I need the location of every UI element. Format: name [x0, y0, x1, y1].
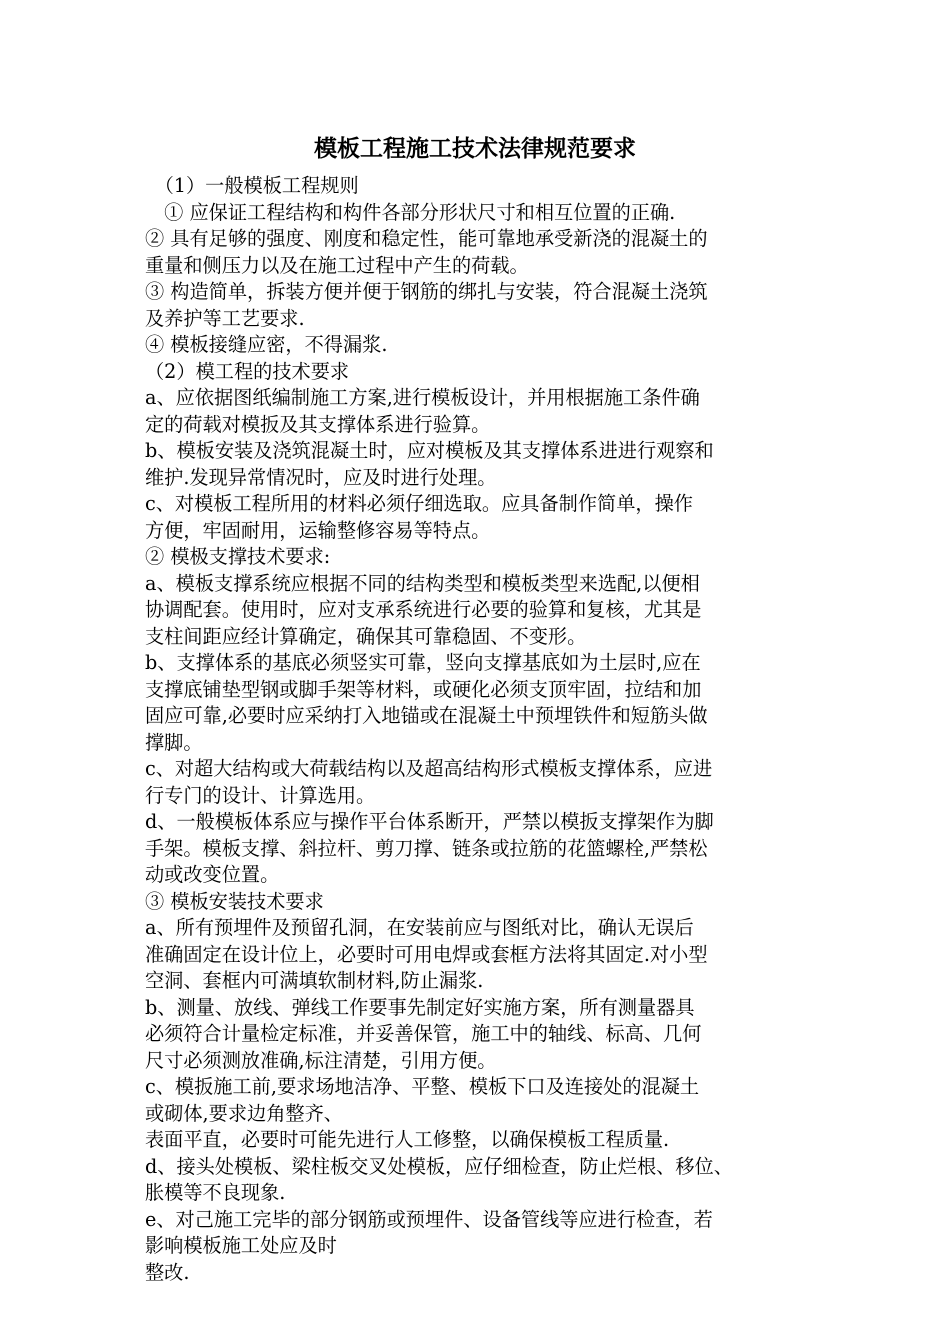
text-line: ③ 模板安装技术要求: [145, 889, 324, 913]
text-line: 撑脚。: [145, 730, 203, 754]
text-line: 重量和侧压力以及在施工过程中产生的荷载。: [145, 253, 529, 277]
text-line: b、模板安装及浇筑混凝土时，应对模板及其支撑体系进进行观察和: [145, 439, 714, 462]
text-line: 维护.发现异常情况时，应及时进行处理。: [145, 465, 497, 489]
text-line: 手架。模板支撑、斜拉杆、剪刀撑、链条或拉筋的花篮螺栓,严禁松: [145, 836, 708, 860]
text-line: 整改.: [145, 1260, 190, 1284]
text-line: 准确固定在设计位上，必要时可用电焊或套框方法将其固定.对小型: [145, 942, 708, 966]
text-line: b、支撑体系的基底必须竖实可靠，竖向支撑基底如为土层时,应在: [145, 651, 701, 674]
text-line: ② 具有足够的强度、刚度和稳定性，能可靠地承受新浇的混凝土的: [145, 227, 708, 250]
text-line: ④ 模板接缝应密，不得漏浆.: [145, 333, 388, 356]
text-line: c、模扳施工前,要求场地洁净、平整、模板下口及连接处的混凝土: [145, 1075, 700, 1098]
text-line: 支撑底铺垫型钢或脚手架等材料，或硬化必须支顶牢固，拉结和加: [145, 677, 702, 701]
text-line: d、接头处模板、梁柱板交叉处模板，应仔细检查，防止烂根、移位、: [145, 1154, 733, 1178]
text-line: ① 应保证工程结构和构件各部分形状尺寸和相互位置的正确.: [145, 200, 676, 224]
document-body: [145, 173, 825, 1286]
text-line: 空洞、套框内可满填软制材料,防止漏浆.: [145, 969, 484, 992]
text-line: 或砌体,要求边角整齐、: [145, 1101, 343, 1125]
text-line: 协调配套。使用时，应对支承系统进行必要的验算和复核，尤其是: [145, 598, 702, 621]
document-title: 模板工程施工技术法律规范要求: [314, 135, 636, 162]
text-line: （1）一般模板工程规则: [145, 174, 359, 197]
text-line: 方便，牢固耐用，运输整修容易等特点。: [145, 518, 491, 542]
text-line: 表面平直，必要时可能先进行人工修整，以确保模板工程质量.: [145, 1128, 670, 1151]
text-line: 支柱间距应经计算确定，确保其可靠稳固、不变形。: [145, 624, 587, 648]
text-line: b、测量、放线、弹线工作要事先制定好实施方案，所有测量器具: [145, 995, 695, 1019]
text-line: 及养护等工艺要求.: [145, 306, 305, 330]
text-line: d、一般模板体系应与操作平台体系断开，严禁以模扳支撑架作为脚: [145, 810, 714, 833]
text-line: a、所有预埋件及预留孔洞，在安装前应与图纸对比，确认无误后: [145, 916, 694, 939]
text-line: a、应依据图纸编制施工方案,进行模板设计，并用根据施工条件确: [145, 386, 700, 409]
text-line: e、对己施工完毕的部分钢筋或预埋件、设备管线等应进行检查，若: [145, 1207, 713, 1231]
text-line: ③ 构造简单，拆装方便并便于钢筋的绑扎与安装，符合混凝土浇筑: [145, 280, 708, 303]
text-line: 定的荷载对模扳及其支撑体系进行验算。: [145, 412, 491, 436]
text-line: ② 模极支撑技术要求:: [145, 545, 331, 568]
text-line: c、对模板工程所用的材料必须仔细选取。应具备制作简单，操作: [145, 492, 693, 515]
text-line: 必须符合计量检定标准，并妥善保管，施工中的轴线、标高、几何: [145, 1022, 702, 1045]
text-line: c、对超大结构或大荷载结构以及超高结构形式模板支撑体系，应进: [145, 757, 713, 780]
text-line: 影响模板施工处应及时: [145, 1234, 337, 1257]
text-line: 胀模等不良现象.: [145, 1181, 286, 1204]
text-line: 行专门的设计、计算选用。: [145, 783, 376, 807]
text-line: a、模板支撑系统应根据不同的结构类型和模板类型来选配,以便相: [145, 571, 700, 595]
text-line: 固应可靠,必要时应采纳打入地锚或在混凝土中预埋铁件和短筋头做: [145, 704, 708, 727]
text-line: 尺寸必须测放准确,标注清楚，引用方便。: [145, 1048, 497, 1072]
text-line: 动或改变位置。: [145, 863, 280, 886]
text-line: （2）模工程的技术要求: [145, 359, 350, 383]
